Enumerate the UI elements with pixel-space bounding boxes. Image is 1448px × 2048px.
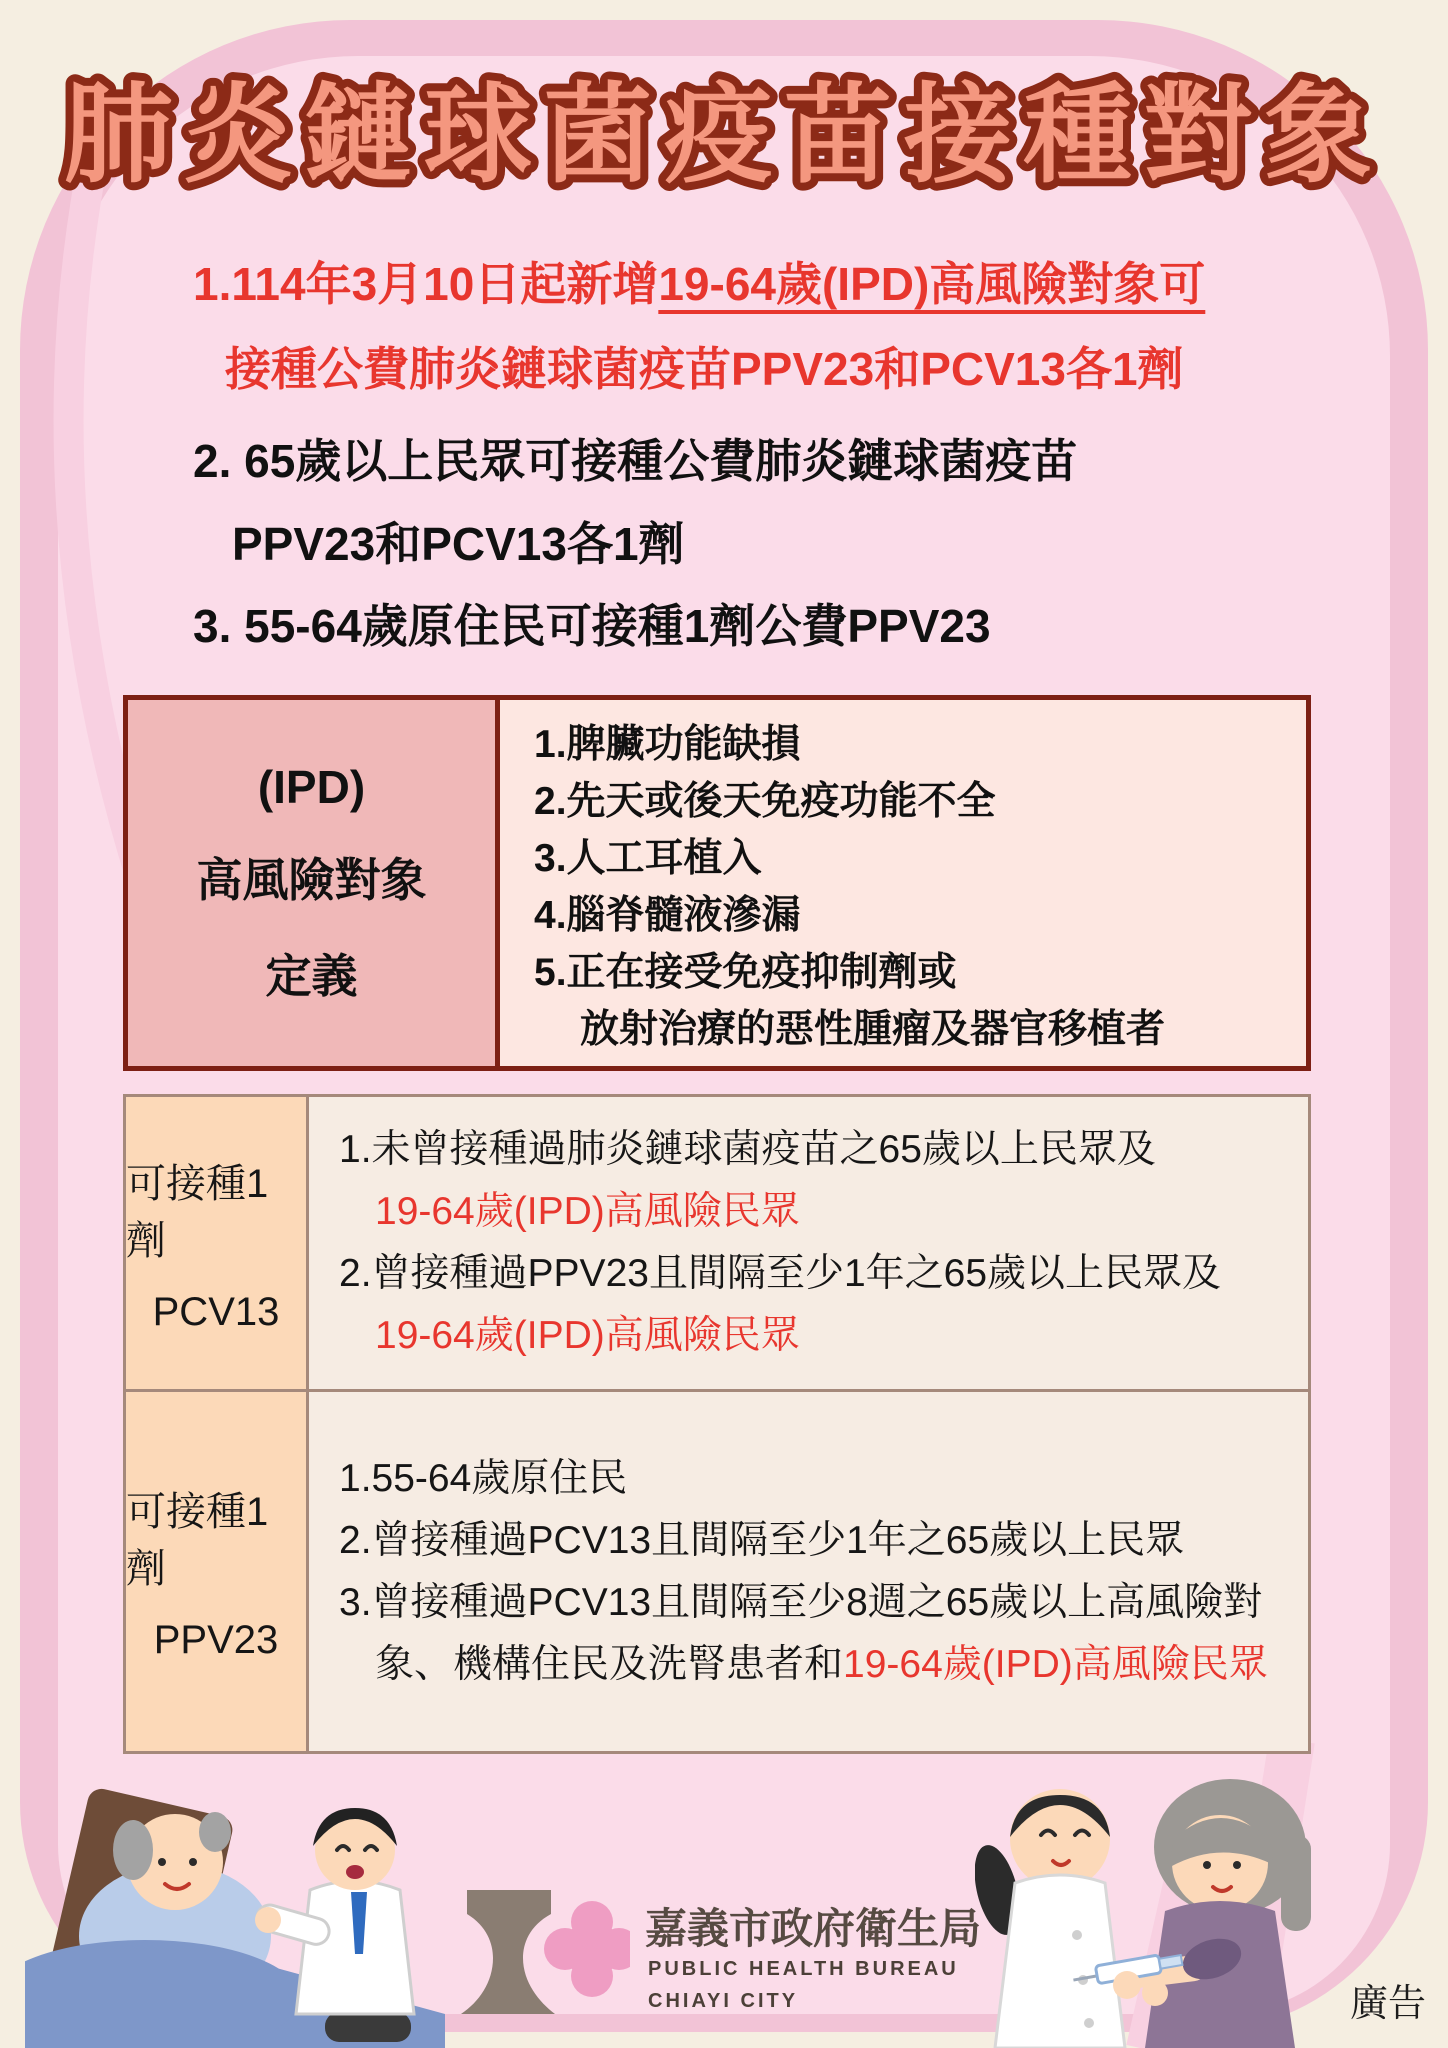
intro-point-2-line-2: PPV23和PCV13各1劑 bbox=[232, 518, 685, 570]
ipd-header-line: 高風險對象 bbox=[196, 854, 427, 906]
pcv13-line-4: 19-64歲(IPD)高風險民眾 bbox=[375, 1314, 800, 1358]
ppv23-content-cell bbox=[309, 1392, 1308, 1751]
ipd-item: 1.脾臟功能缺損 bbox=[534, 723, 801, 766]
logo-cross-icon bbox=[544, 1901, 630, 1997]
ipd-item: 5.正在接受免疫抑制劑或 bbox=[534, 951, 957, 994]
poster-title-text: 肺炎鏈球菌疫苗接種對象 bbox=[63, 74, 1385, 195]
ipd-item: 4.腦脊髓液滲漏 bbox=[534, 894, 801, 937]
intro-point-1-line-2: 接種公費肺炎鏈球菌疫苗PPV23和PCV13各1劑 bbox=[225, 343, 1184, 395]
point-1-underlined: 19-64歲(IPD)高風險對象可 bbox=[658, 258, 1206, 310]
illustration-doctor-bedside bbox=[25, 1786, 445, 2048]
ppv23-line-2: 2.曾接種過PCV13且間隔至少1年之65歲以上民眾 bbox=[339, 1518, 1185, 1562]
table-row-pcv13 bbox=[126, 1097, 1308, 1392]
pcv13-line-1: 1.未曾接種過肺炎鏈球菌疫苗之65歲以上民眾及 bbox=[339, 1128, 1156, 1172]
pcv13-line-2: 19-64歲(IPD)高風險民眾 bbox=[375, 1190, 800, 1234]
intro-point-3: 3. 55-64歲原住民可接種1劑公費PPV23 bbox=[193, 600, 991, 652]
pcv13-content-cell bbox=[309, 1097, 1308, 1389]
ppv23-line-4 bbox=[339, 1634, 1308, 1696]
ppv23-line-1: 1.55-64歲原住民 bbox=[339, 1456, 628, 1500]
ppv23-line-3: 3.曾接種過PCV13且間隔至少8週之65歲以上高風險對 bbox=[339, 1580, 1263, 1624]
ipd-definition-table bbox=[123, 695, 1311, 1071]
ipd-header-line: (IPD) bbox=[257, 761, 366, 813]
ipd-table-body-cell bbox=[500, 700, 1306, 1066]
ipd-header-line: 定義 bbox=[265, 950, 358, 1002]
advertisement-label: 廣告 bbox=[1350, 1983, 1427, 2025]
org-name-en-line-2: CHIAYI CITY bbox=[648, 1990, 799, 2012]
pcv13-label-cell bbox=[126, 1097, 309, 1389]
ipd-item-continuation: 放射治療的惡性腫瘤及器官移植者 bbox=[580, 1008, 1166, 1051]
pcv13-label-line: 可接種1劑 bbox=[126, 1161, 269, 1263]
org-name-zh: 嘉義市政府衛生局 bbox=[645, 1905, 982, 1952]
pcv13-label-line: PCV13 bbox=[152, 1289, 280, 1334]
ipd-item: 2.先天或後天免疫功能不全 bbox=[534, 780, 996, 823]
intro-point-2-line-1: 2. 65歲以上民眾可接種公費肺炎鏈球菌疫苗 bbox=[193, 435, 1078, 487]
pcv13-line-3: 2.曾接種過PPV23且間隔至少1年之65歲以上民眾及 bbox=[339, 1252, 1222, 1296]
ppv23-line-4-red: 19-64歲(IPD)高風險民眾 bbox=[843, 1642, 1268, 1686]
ipd-table-header-cell bbox=[128, 700, 500, 1066]
ppv23-line-4-black: 象、機構住民及洗腎患者和 bbox=[375, 1642, 844, 1686]
ppv23-label-line: PPV23 bbox=[153, 1618, 279, 1663]
vaccine-eligibility-table bbox=[123, 1094, 1311, 1754]
health-bureau-logo bbox=[455, 1886, 630, 2021]
point-1-prefix: 1.114年3月10日起新增 bbox=[193, 258, 659, 310]
logo-pedestal-icon bbox=[461, 1890, 555, 2014]
poster-title bbox=[0, 54, 1448, 204]
ppv23-label-line: 可接種1劑 bbox=[126, 1490, 269, 1592]
ipd-item: 3.人工耳植入 bbox=[534, 837, 762, 880]
ppv23-label-cell bbox=[126, 1392, 309, 1751]
intro-point-1-line-1 bbox=[193, 258, 1205, 311]
table-row-ppv23 bbox=[126, 1392, 1308, 1751]
org-name-en-line-1: PUBLIC HEALTH BUREAU bbox=[648, 1958, 959, 1980]
illustration-nurse-vaccination bbox=[975, 1765, 1335, 2048]
